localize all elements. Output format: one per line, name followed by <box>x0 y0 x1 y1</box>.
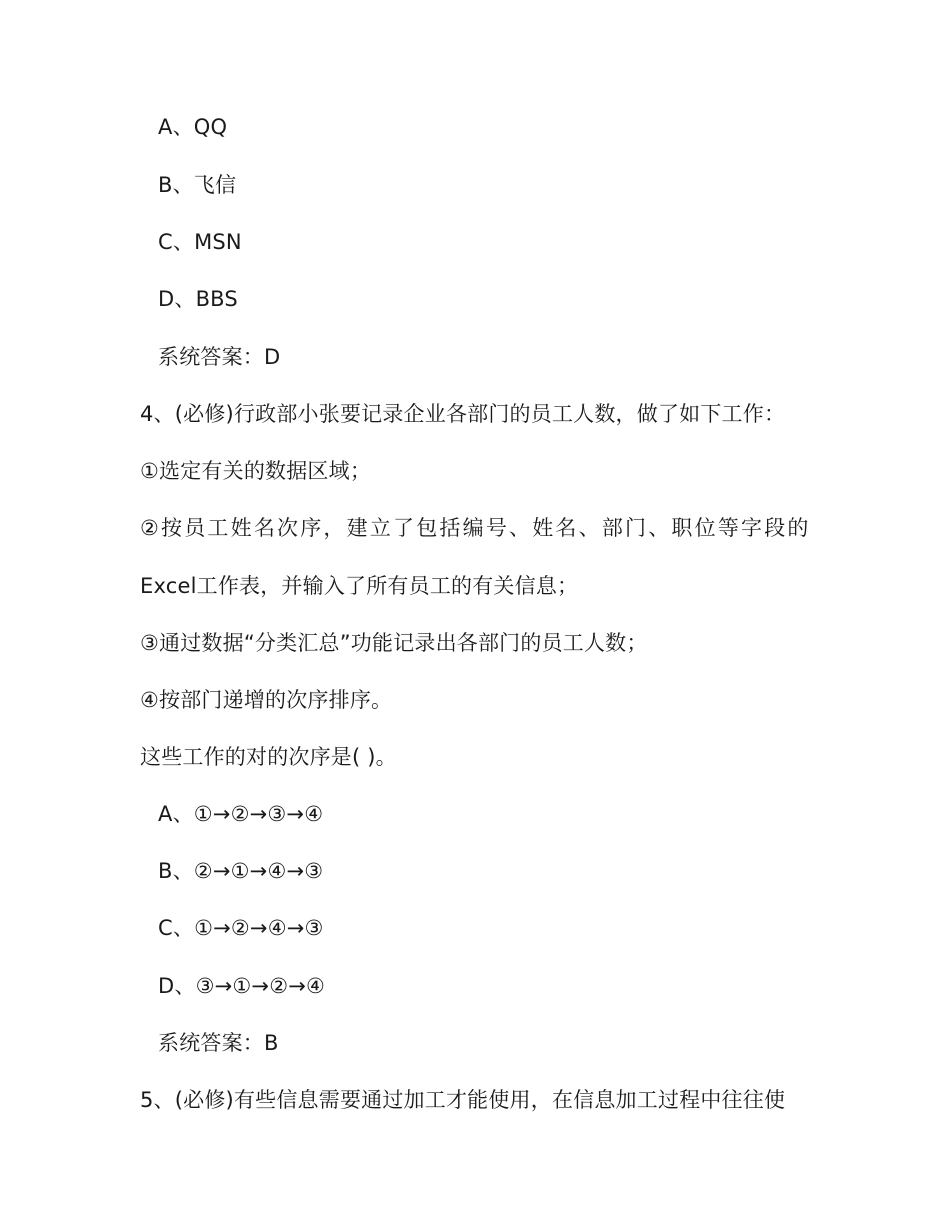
q3-option-c: C、MSN <box>158 230 242 254</box>
q3-system-answer: 系统答案：D <box>158 345 281 369</box>
q4-step-1: ①选定有关的数据区域； <box>140 459 372 483</box>
q4-system-answer: 系统答案：B <box>158 1031 279 1055</box>
q4-step-4: ④按部门递增的次序排序。 <box>140 688 393 712</box>
q4-question: 这些工作的对的次序是( )。 <box>140 745 397 769</box>
q4-stem: 4、(必修)行政部小张要记录企业各部门的员工人数，做了如下工作： <box>140 402 786 426</box>
q3-option-d: D、BBS <box>158 287 238 311</box>
q4-option-a: A、①→②→③→④ <box>158 802 324 826</box>
q4-option-b: B、②→①→④→③ <box>158 859 324 883</box>
q4-step-3: ③通过数据“分类汇总”功能记录出各部门的员工人数； <box>140 631 648 655</box>
q4-option-d: D、③→①→②→④ <box>158 974 326 998</box>
q3-option-b: B、飞信 <box>158 173 237 197</box>
q4-option-c: C、①→②→④→③ <box>158 916 324 940</box>
q4-step-2: ②按员工姓名次序，建立了包括编号、姓名、部门、职位等字段的 <box>140 516 811 540</box>
q4-step-2-continued: Excel工作表，并输入了所有员工的有关信息； <box>140 574 579 598</box>
q3-option-a: A、QQ <box>158 115 228 139</box>
q5-stem: 5、(必修)有些信息需要通过加工才能使用，在信息加工过程中往往使 <box>140 1088 786 1112</box>
